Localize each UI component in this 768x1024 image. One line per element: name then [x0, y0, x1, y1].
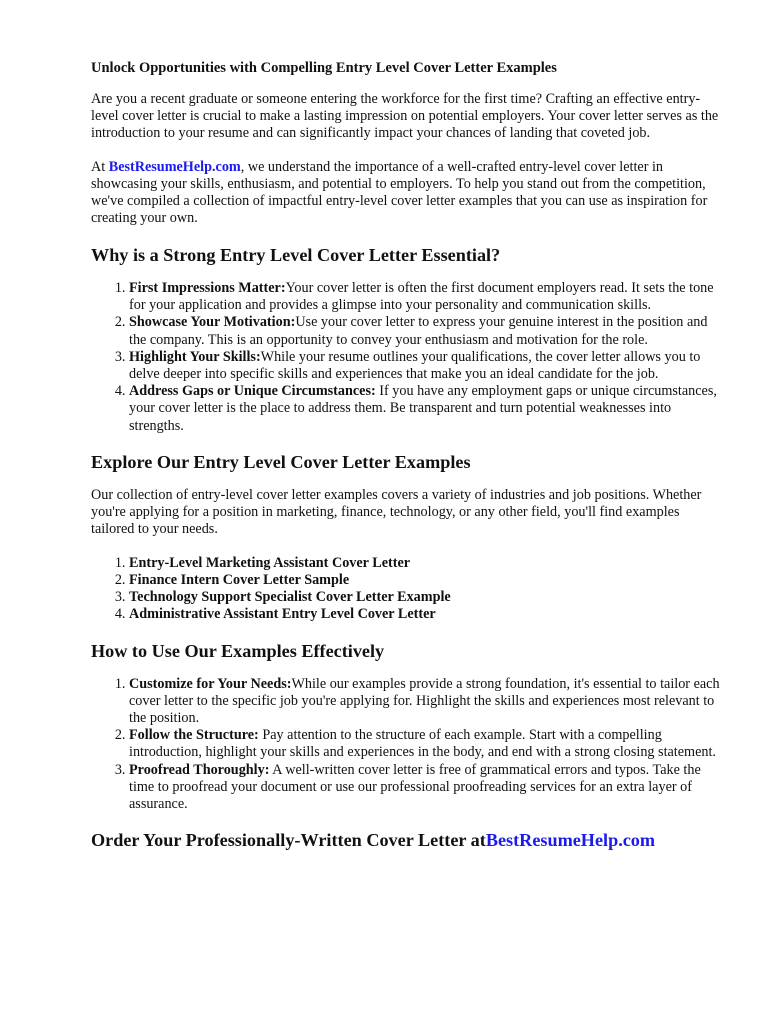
example-title: Finance Intern Cover Letter Sample [129, 572, 350, 589]
about-text: , we understand the importance of a well-crafted entry-level cover letter in showcasing your skills, enthusiasm, and potential to employers. To help you stand out from the competition, we've compiled a collection of impactful entry-level cover letter examples that you can use as inspiration for creating your own. [91, 159, 708, 226]
list-item [129, 606, 721, 623]
list-item [129, 676, 721, 728]
item-label: Proofread Thoroughly: [129, 761, 270, 778]
item-text: While our examples provide a strong foundation, it's essential to tailor each cover letter to the specific job you're applying for. Highlight the skills and experiences most relevant to the position. [129, 675, 720, 727]
list-item [129, 555, 721, 572]
site-link[interactable]: BestResumeHelp.com [108, 159, 241, 175]
item-text: Your cover letter is often the first document employers read. It sets the tone for your application and provides a glimpse into your personality and communication skills. [129, 280, 714, 314]
item-text: Use your cover letter to express your genuine interest in the position and the company. This is an opportunity to convey your enthusiasm and motivation for the role. [129, 314, 708, 348]
list-item [129, 589, 721, 606]
item-label: Showcase Your Motivation: [129, 314, 296, 331]
howto-list [91, 676, 721, 814]
document-page [91, 58, 721, 851]
item-text: Pay attention to the structure of each example. Start with a compelling introduction, highlight your skills and experiences in the body, and end with a strong closing statement. [129, 727, 716, 761]
why-heading: Why is a Strong Entry Level Cover Letter Essential? [91, 245, 501, 265]
examples-list [91, 555, 721, 624]
order-cta-text: Order Your Professionally-Written Cover Letter at [91, 830, 486, 851]
about-prefix: At [91, 159, 109, 175]
list-item [129, 349, 721, 383]
example-title: Administrative Assistant Entry Level Cover Letter [129, 606, 436, 623]
list-item [129, 280, 721, 314]
list-item [129, 314, 721, 348]
item-label: Follow the Structure: [129, 727, 259, 744]
list-item [129, 727, 721, 761]
example-title: Technology Support Specialist Cover Letter Example [129, 589, 451, 606]
why-list [91, 280, 721, 435]
list-item [129, 383, 721, 435]
about-paragraph [91, 159, 721, 227]
item-label: Highlight Your Skills: [129, 348, 261, 365]
item-label: First Impressions Matter: [129, 280, 286, 296]
item-text: While your resume outlines your qualifications, the cover letter allows you to delve deeper into specific skills and experiences that make you an ideal candidate for the job. [129, 348, 701, 383]
list-item [129, 572, 721, 589]
order-cta [91, 829, 721, 851]
explore-paragraph: Our collection of entry-level cover letter examples covers a variety of industries and job positions. Whether you're applying for a position in marketing, finance, technology, or any other field, you'll find examples tailored to your needs. [91, 486, 702, 537]
item-label: Address Gaps or Unique Circumstances: [129, 383, 376, 400]
order-site-link[interactable]: BestResumeHelp.com [485, 830, 656, 851]
example-title: Entry-Level Marketing Assistant Cover Letter [129, 554, 411, 571]
item-label: Customize for Your Needs: [129, 675, 292, 692]
document-title: Unlock Opportunities with Compelling Entry Level Cover Letter Examples [91, 60, 557, 76]
item-text: If you have any employment gaps or unique circumstances, your cover letter is the place to address them. Be transparent and turn potential weaknesses into strengths. [129, 383, 717, 434]
howto-heading: How to Use Our Examples Effectively [91, 640, 385, 661]
list-item [129, 762, 721, 814]
explore-heading: Explore Our Entry Level Cover Letter Examples [91, 451, 471, 472]
intro-paragraph: Are you a recent graduate or someone entering the workforce for the first time? Crafting an effective entry-level cover letter is crucial to make a lasting impression on potential employers. Your cover letter serves as the introduction to your resume and can significantly impact your chances of landing that coveted job. [91, 91, 719, 141]
item-text: A well-written cover letter is free of grammatical errors and typos. Take the time to proofread your document or use our professional proofreading services for an extra layer of assurance. [129, 761, 701, 813]
